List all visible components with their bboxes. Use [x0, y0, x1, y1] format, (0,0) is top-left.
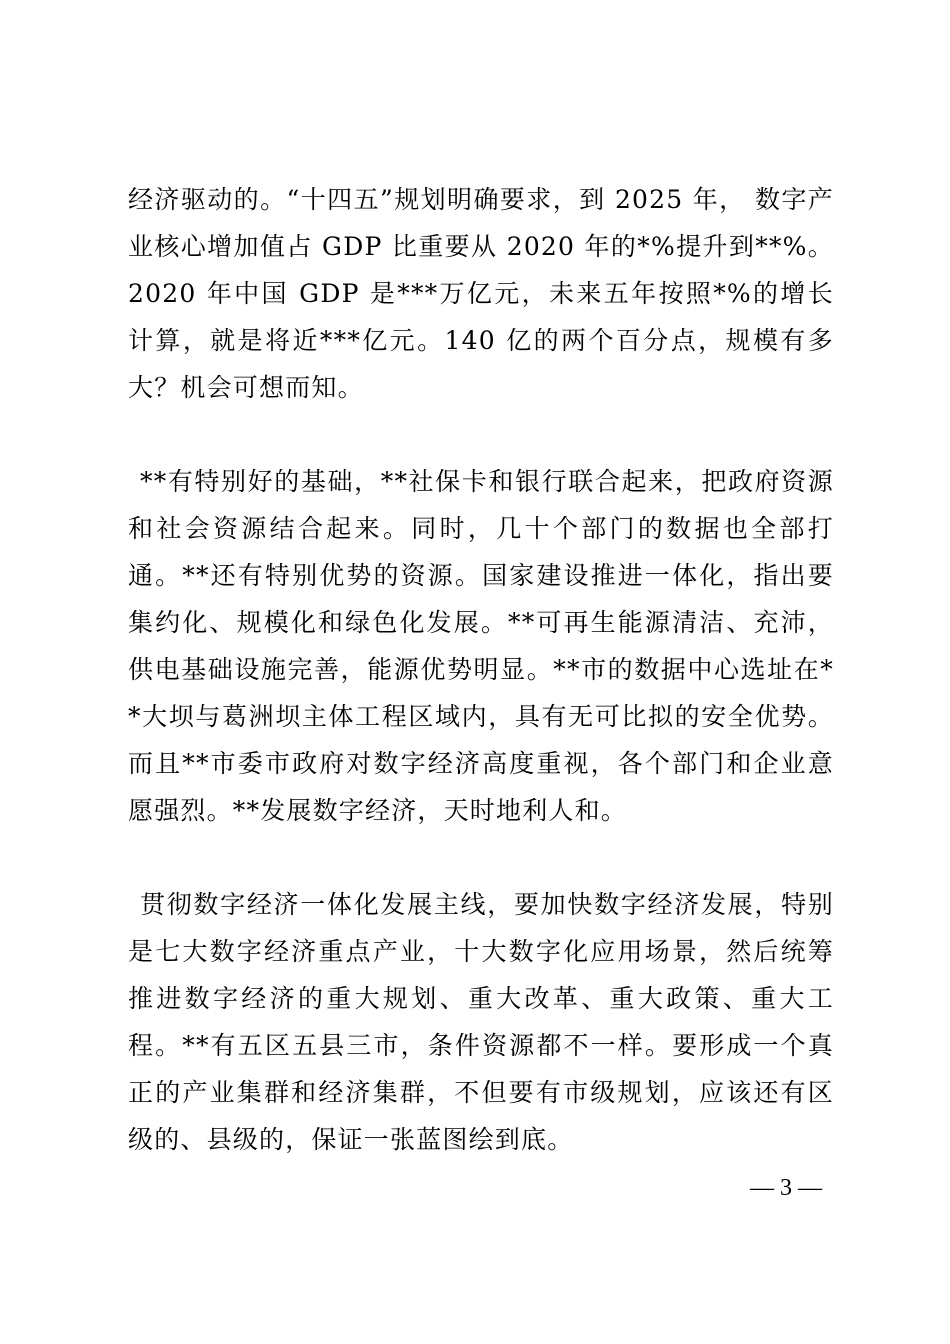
paragraph-3: 贯彻数字经济一体化发展主线，要加快数字经济发展，特别是七大数字经济重点产业，十大数字化应用场景，然后统筹推进数字经济的重大规划、重大改革、重大政策、重大工程。**有五区五县三市，条件资源都不一样。要形成一个真正的产业集群和经济集群，不但要有市级规划，应该还有区级的、县级的，保证一张蓝图绘到底。: [128, 890, 834, 1154]
paragraph-2: **有特别好的基础，**社保卡和银行联合起来，把政府资源和社会资源结合起来。同时，几十个部门的数据也全部打通。**还有特别优势的资源。国家建设推进一体化，指出要集约化、规模化和绿色化发展。**可再生能源清洁、充沛，供电基础设施完善，能源优势明显。**市的数据中心选址在**大坝与葛洲坝主体工程区域内，具有无可比拟的安全优势。而且**市委市政府对数字经济高度重视，各个部门和企业意愿强烈。**发展数字经济，天时地利人和。: [128, 467, 834, 825]
document-body: [128, 176, 834, 1163]
paragraph-1: 经济驱动的。“十四五”规划明确要求，到 2025 年， 数字产业核心增加值占 GDP 比重要从 2020 年的*%提升到**%。2020 年中国 GDP 是***万亿元，未来五年按照*%的增长计算，就是将近***亿元。140 亿的两个百分点，规模有多大？机会可想而知。: [128, 185, 834, 402]
page-number: — 3 —: [750, 1175, 822, 1201]
